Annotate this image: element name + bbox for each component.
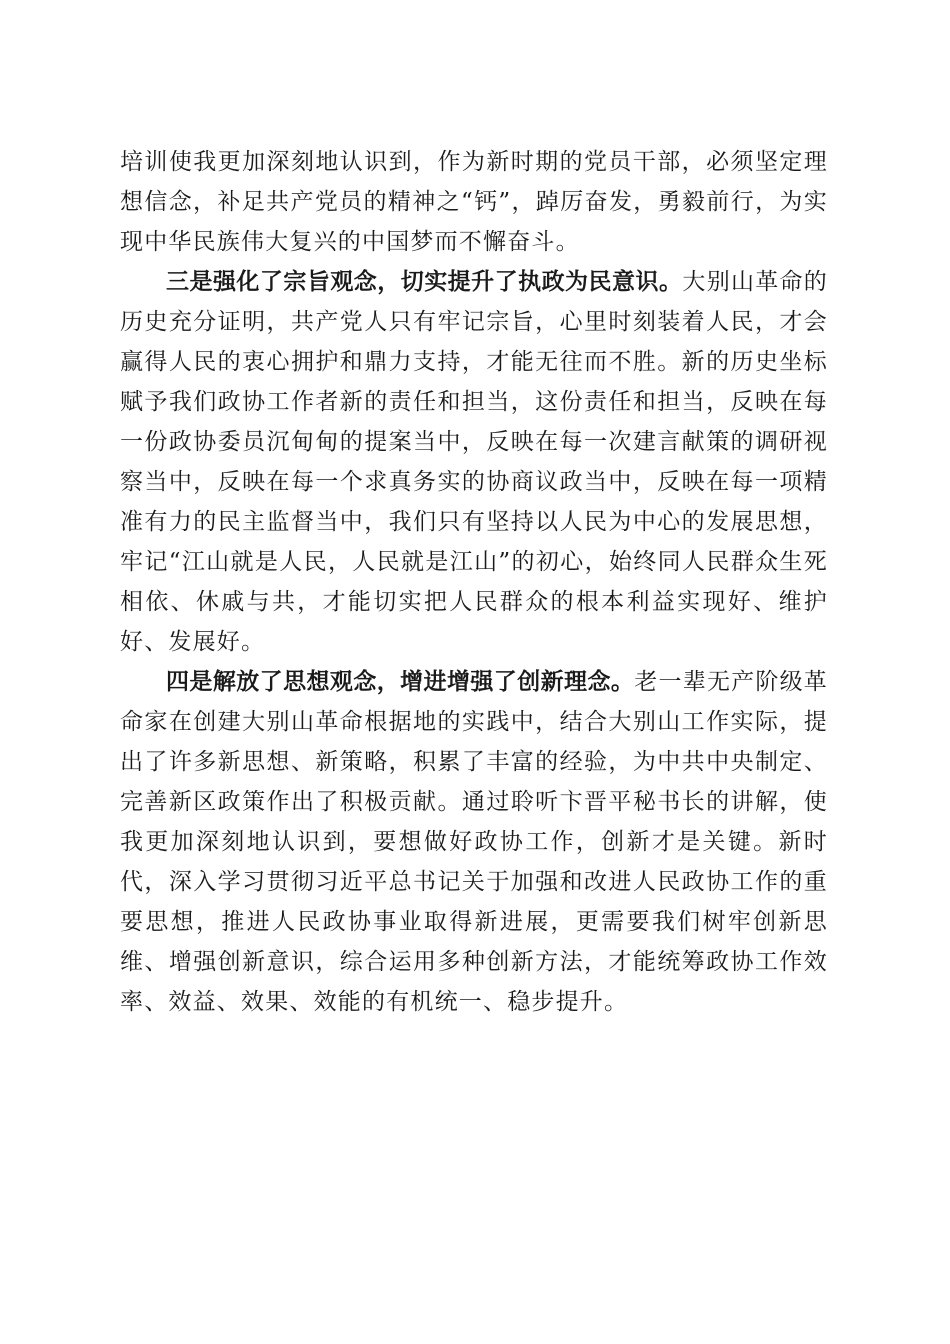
paragraph-continuation <box>120 142 828 262</box>
paragraph-point-four <box>120 662 828 1022</box>
paragraph-text: 大别山革命的历史充分证明，共产党人只有牢记宗旨，心里时刻装着人民，才会赢得人民的衷心拥护和鼎力支持，才能无往而不胜。新的历史坐标赋予我们政协工作者新的责任和担当，这份责任和担当，反映在每一份政协委员沉甸甸的提案当中，反映在每一次建言献策的调研视察当中，反映在每一个求真务实的协商议政当中，反映在每一项精准有力的民主监督当中，我们只有坚持以人民为中心的发展思想，牢记“江山就是人民，人民就是江山”的初心，始终同人民群众生死相依、休戚与共，才能切实把人民群众的根本利益实现好、维护好、发展好。 <box>120 269 828 655</box>
paragraph-point-three <box>120 262 828 662</box>
paragraph-lead: 三是强化了宗旨观念，切实提升了执政为民意识。 <box>166 268 683 295</box>
paragraph-text: 老一辈无产阶级革命家在创建大别山革命根据地的实践中，结合大别山工作实际，提出了许多新思想、新策略，积累了丰富的经验，为中共中央制定、完善新区政策作出了积极贡献。通过聆听卞晋平秘书长的讲解，使我更加深刻地认识到，要想做好政协工作，创新才是关键。新时代，深入学习贯彻习近平总书记关于加强和改进人民政协工作的重要思想，推进人民政协事业取得新进展，更需要我们树牢创新思维、增强创新意识，综合运用多种创新方法，才能统筹政协工作效率、效益、效果、效能的有机统一、稳步提升。 <box>120 669 828 1015</box>
document-body <box>120 142 828 1022</box>
paragraph-text: 培训使我更加深刻地认识到，作为新时期的党员干部，必须坚定理想信念，补足共产党员的精神之“钙”，踔厉奋发，勇毅前行，为实现中华民族伟大复兴的中国梦而不懈奋斗。 <box>120 149 828 255</box>
paragraph-lead: 四是解放了思想观念，增进增强了创新理念。 <box>166 668 635 695</box>
